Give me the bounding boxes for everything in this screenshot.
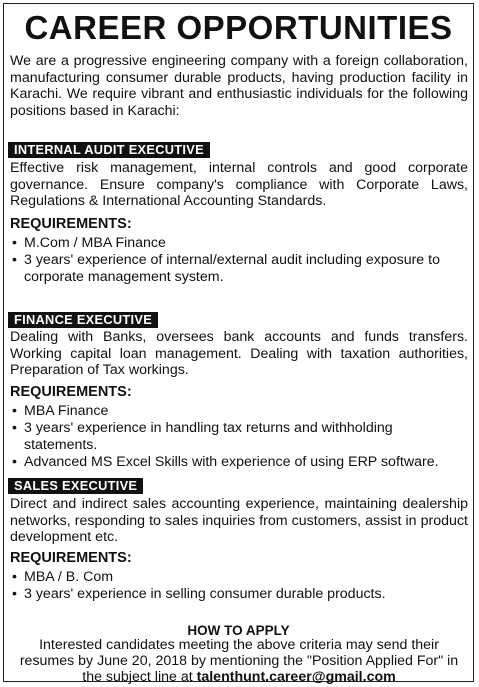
bullet-icon: •: [12, 252, 17, 268]
list-item: [12, 420, 464, 454]
job-advertisement: [3, 3, 474, 685]
bullet-icon: •: [12, 420, 17, 436]
bullet-icon: •: [12, 569, 17, 585]
bullet-icon: •: [12, 454, 17, 470]
list-item: [12, 403, 464, 420]
page-title: CAREER OPPORTUNITIES: [24, 9, 453, 46]
position-title-internal-audit: INTERNAL AUDIT EXECUTIVE: [8, 142, 210, 158]
how-to-apply-heading: HOW TO APPLY: [187, 623, 290, 638]
requirements-heading-internal-audit: REQUIREMENTS:: [10, 216, 132, 232]
position-description-sales: Direct and indirect sales accounting experience, maintaining dealership networks, responding to sales inquiries from customers, assist in product development etc.: [10, 496, 468, 545]
requirements-list-sales: [12, 569, 464, 603]
list-item: [12, 235, 464, 252]
position-title-finance: FINANCE EXECUTIVE: [8, 312, 158, 328]
apply-instructions: Interested candidates meeting the above criteria may send their resumes by June 20, 2018 by mentioning the "Position Applied For" in the subject line at: [19, 637, 459, 685]
bullet-icon: •: [12, 235, 17, 251]
requirement-text: Advanced MS Excel Skills with experience of using ERP software.: [24, 454, 439, 470]
list-item: [12, 454, 464, 471]
position-description-internal-audit: Effective risk management, internal controls and good corporate governance. Ensure company's compliance with Corporate Laws, Regulations & International Accounting Standards.: [10, 160, 468, 209]
requirements-heading-finance: REQUIREMENTS:: [10, 384, 132, 400]
list-item: [12, 252, 464, 286]
requirements-list-finance: [12, 403, 464, 471]
how-to-apply-text: [10, 637, 468, 685]
bullet-icon: •: [12, 403, 17, 419]
requirements-heading-sales: REQUIREMENTS:: [10, 550, 132, 566]
requirements-list-internal-audit: [12, 235, 464, 286]
bullet-icon: •: [12, 586, 17, 602]
contact-email[interactable]: talenthunt.career@gmail.com: [196, 669, 396, 685]
requirement-text: 3 years' experience of internal/external audit including exposure to corporate management system.: [24, 252, 440, 285]
requirement-text: 3 years' experience in handling tax returns and withholding statements.: [24, 420, 393, 453]
list-item: [12, 569, 464, 586]
requirement-text: M.Com / MBA Finance: [24, 235, 166, 251]
requirement-text: MBA / B. Com: [24, 569, 114, 585]
list-item: [12, 586, 464, 603]
intro-paragraph: We are a progressive engineering company with a foreign collaboration, manufacturing consumer durable products, having production facility in Karachi. We require vibrant and enthusiastic individuals for the following positions based in Karachi:: [10, 53, 468, 119]
requirement-text: MBA Finance: [24, 403, 109, 419]
position-description-finance: Dealing with Banks, oversees bank accounts and funds transfers. Working capital loan management. Dealing with taxation authorities, Preparation of Tax workings.: [10, 329, 468, 378]
requirement-text: 3 years' experience in selling consumer durable products.: [24, 586, 386, 602]
position-title-sales: SALES EXECUTIVE: [8, 478, 143, 494]
